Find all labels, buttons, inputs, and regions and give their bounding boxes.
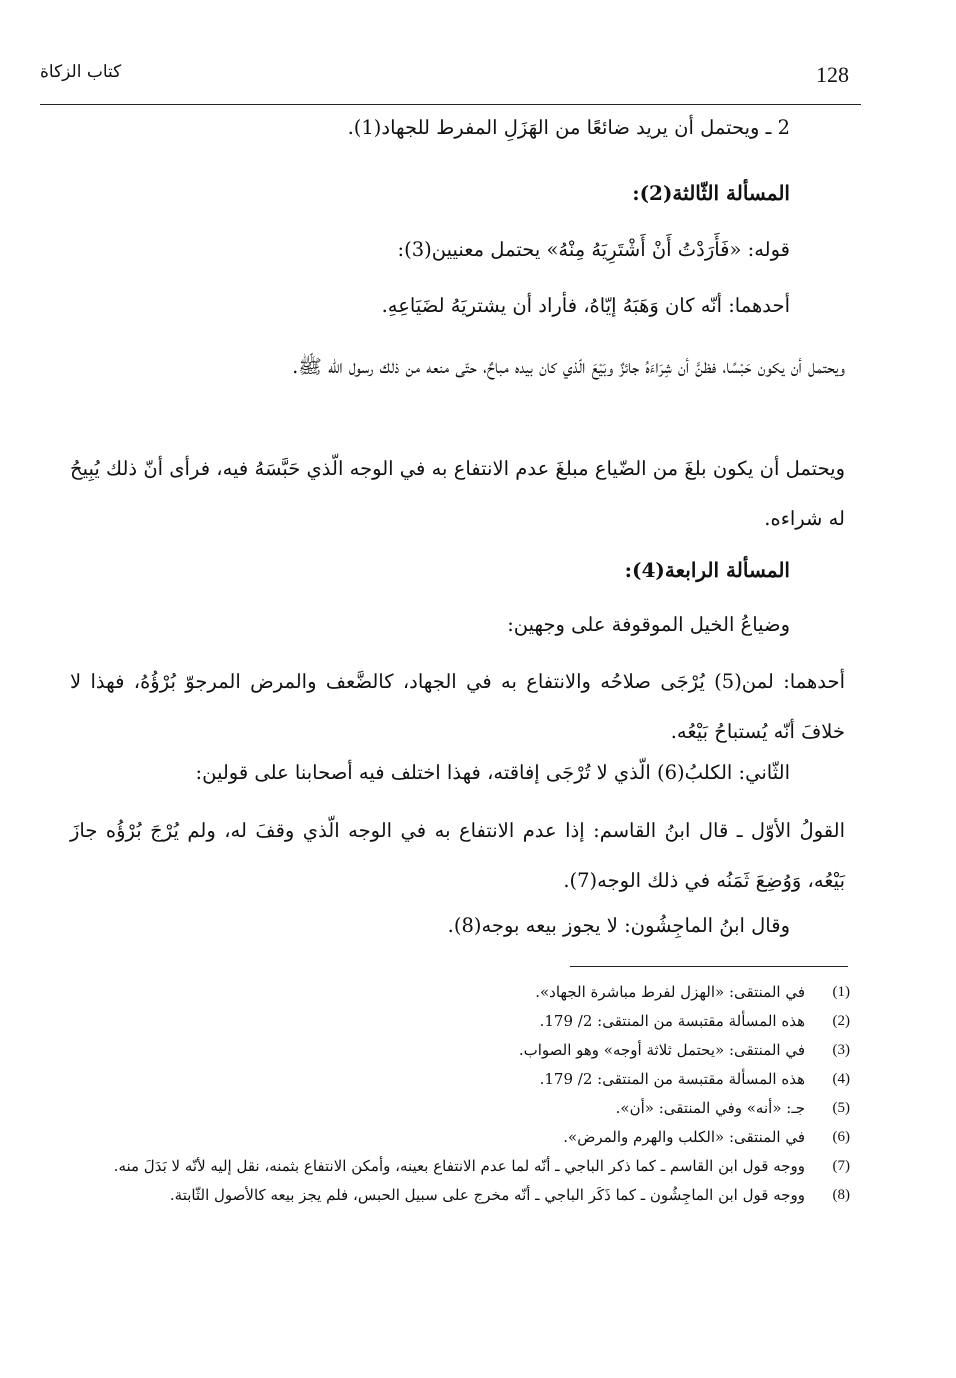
footnote-item: [70, 1152, 850, 1181]
footnote-number: (6): [832, 1129, 850, 1145]
footnote-item: [70, 1094, 850, 1123]
footnote-text: ووجه قول ابن القاسم ـ كما ذكر الباجي ـ أنّه لما عدم الانتفاع بعينه، وأمكن الانتفاع بثمنه، نقل إليه لأنّه لا بَدَلَ منه.: [113, 1157, 805, 1175]
paragraph-5: ويحتمل أن يكون بلغَ من الضّياع مبلغَ عدم الانتفاع به في الوجه الّذي حَبَّسَهُ فيه، فرأى أنّ ذلك يُبِيحُ له شراءه.: [70, 457, 845, 530]
footnote-item: [70, 1181, 850, 1210]
paragraph-4: ويحتمل أن يكون حَبْسًا، فظنَّ أن شِرَاءَهُ جائزٌ وبَيْعَ الّذي كان بيده مباحٌ، حتّى منعه من ذلك رسول الله ﷺ.: [292, 355, 845, 378]
footnote-item: [70, 1007, 850, 1036]
footnote-number: (2): [832, 1013, 850, 1029]
paragraph-6: وضياعُ الخيل الموقوفة على وجهين:: [507, 613, 790, 636]
footnotes: [70, 978, 850, 1210]
footnote-text: جـ: «أنه» وفي المنتقى: «أن».: [615, 1099, 805, 1117]
footnote-text: هذه المسألة مقتبسة من المنتقى: 2/ 179.: [539, 1070, 805, 1088]
footnote-item: [70, 1065, 850, 1094]
footnote-item: [70, 1123, 850, 1152]
footnote-text: في المنتقى: «يحتمل ثلاثة أوجه» وهو الصواب.: [518, 1041, 805, 1059]
paragraph-9: القولُ الأوّل ـ قال ابنُ القاسم: إذا عدم الانتفاع به في الوجه الّذي وقفَ له، ولم يُرْجَ بُرْؤُه جازَ بَيْعُه، وَوُضِعَ ثَمَنُه في ذلك الوجه(7).: [70, 819, 845, 892]
paragraph-7: أحدهما: لمن(5) يُرْجَى صلاحُه والانتفاع به في الجهاد، كالضَّعف والمرض المرجوّ بُرْؤُهُ، فهذا لا خلافَ أنّه يُستباحُ بَيْعُه.: [70, 670, 845, 743]
footnote-item: [70, 978, 850, 1007]
footnote-number: (7): [832, 1158, 850, 1174]
footnote-text: ووجه قول ابن الماجِشُون ـ كما ذَكَر الباجي ـ أنّه مخرج على سبيل الحبس، فلم يجز بيعه كالأصول الثّابتة.: [169, 1186, 805, 1204]
footnote-text: في المنتقى: «الهزل لفرط مباشرة الجهاد».: [535, 983, 805, 1001]
paragraph-8: الثّاني: الكلبُ(6) الّذي لا تُرْجَى إفاقته، فهذا اختلف فيه أصحابنا على قولين:: [195, 761, 790, 784]
footnote-number: (3): [832, 1042, 850, 1058]
section-heading-3: المسألة الثّالثة(2):: [632, 181, 790, 205]
paragraph-10: وقال ابنُ الماجِشُون: لا يجوز بيعه بوجه(8).: [447, 914, 790, 937]
running-head: كتاب الزكاة: [40, 62, 122, 82]
footnote-number: (1): [832, 984, 850, 1000]
footnote-item: [70, 1036, 850, 1065]
page-header: [40, 52, 861, 105]
page-number: 128: [816, 62, 849, 87]
paragraph-3: أحدهما: أنّه كان وَهَبَهُ إيّاهُ، فأراد أن يشتريَهُ لضَيَاعِهِ.: [381, 294, 790, 317]
footnote-number: (5): [832, 1100, 850, 1116]
footnote-text: في المنتقى: «الكلب والهرم والمرض».: [563, 1128, 805, 1146]
footnote-text: هذه المسألة مقتبسة من المنتقى: 2/ 179.: [539, 1012, 805, 1030]
section-heading-4: المسألة الرابعة(4):: [624, 558, 790, 582]
footnote-divider: [570, 966, 848, 967]
paragraph-1: 2 ـ ويحتمل أن يريد ضائعًا من الهَزَلِ المفرط للجهاد(1).: [347, 116, 790, 139]
paragraph-2: قوله: «فَأَرَدْتُ أَنْ أَشْتَرِيَهُ مِنْهُ» يحتمل معنيين(3):: [397, 238, 790, 261]
footnote-number: (4): [832, 1071, 850, 1087]
footnote-number: (8): [832, 1187, 850, 1203]
